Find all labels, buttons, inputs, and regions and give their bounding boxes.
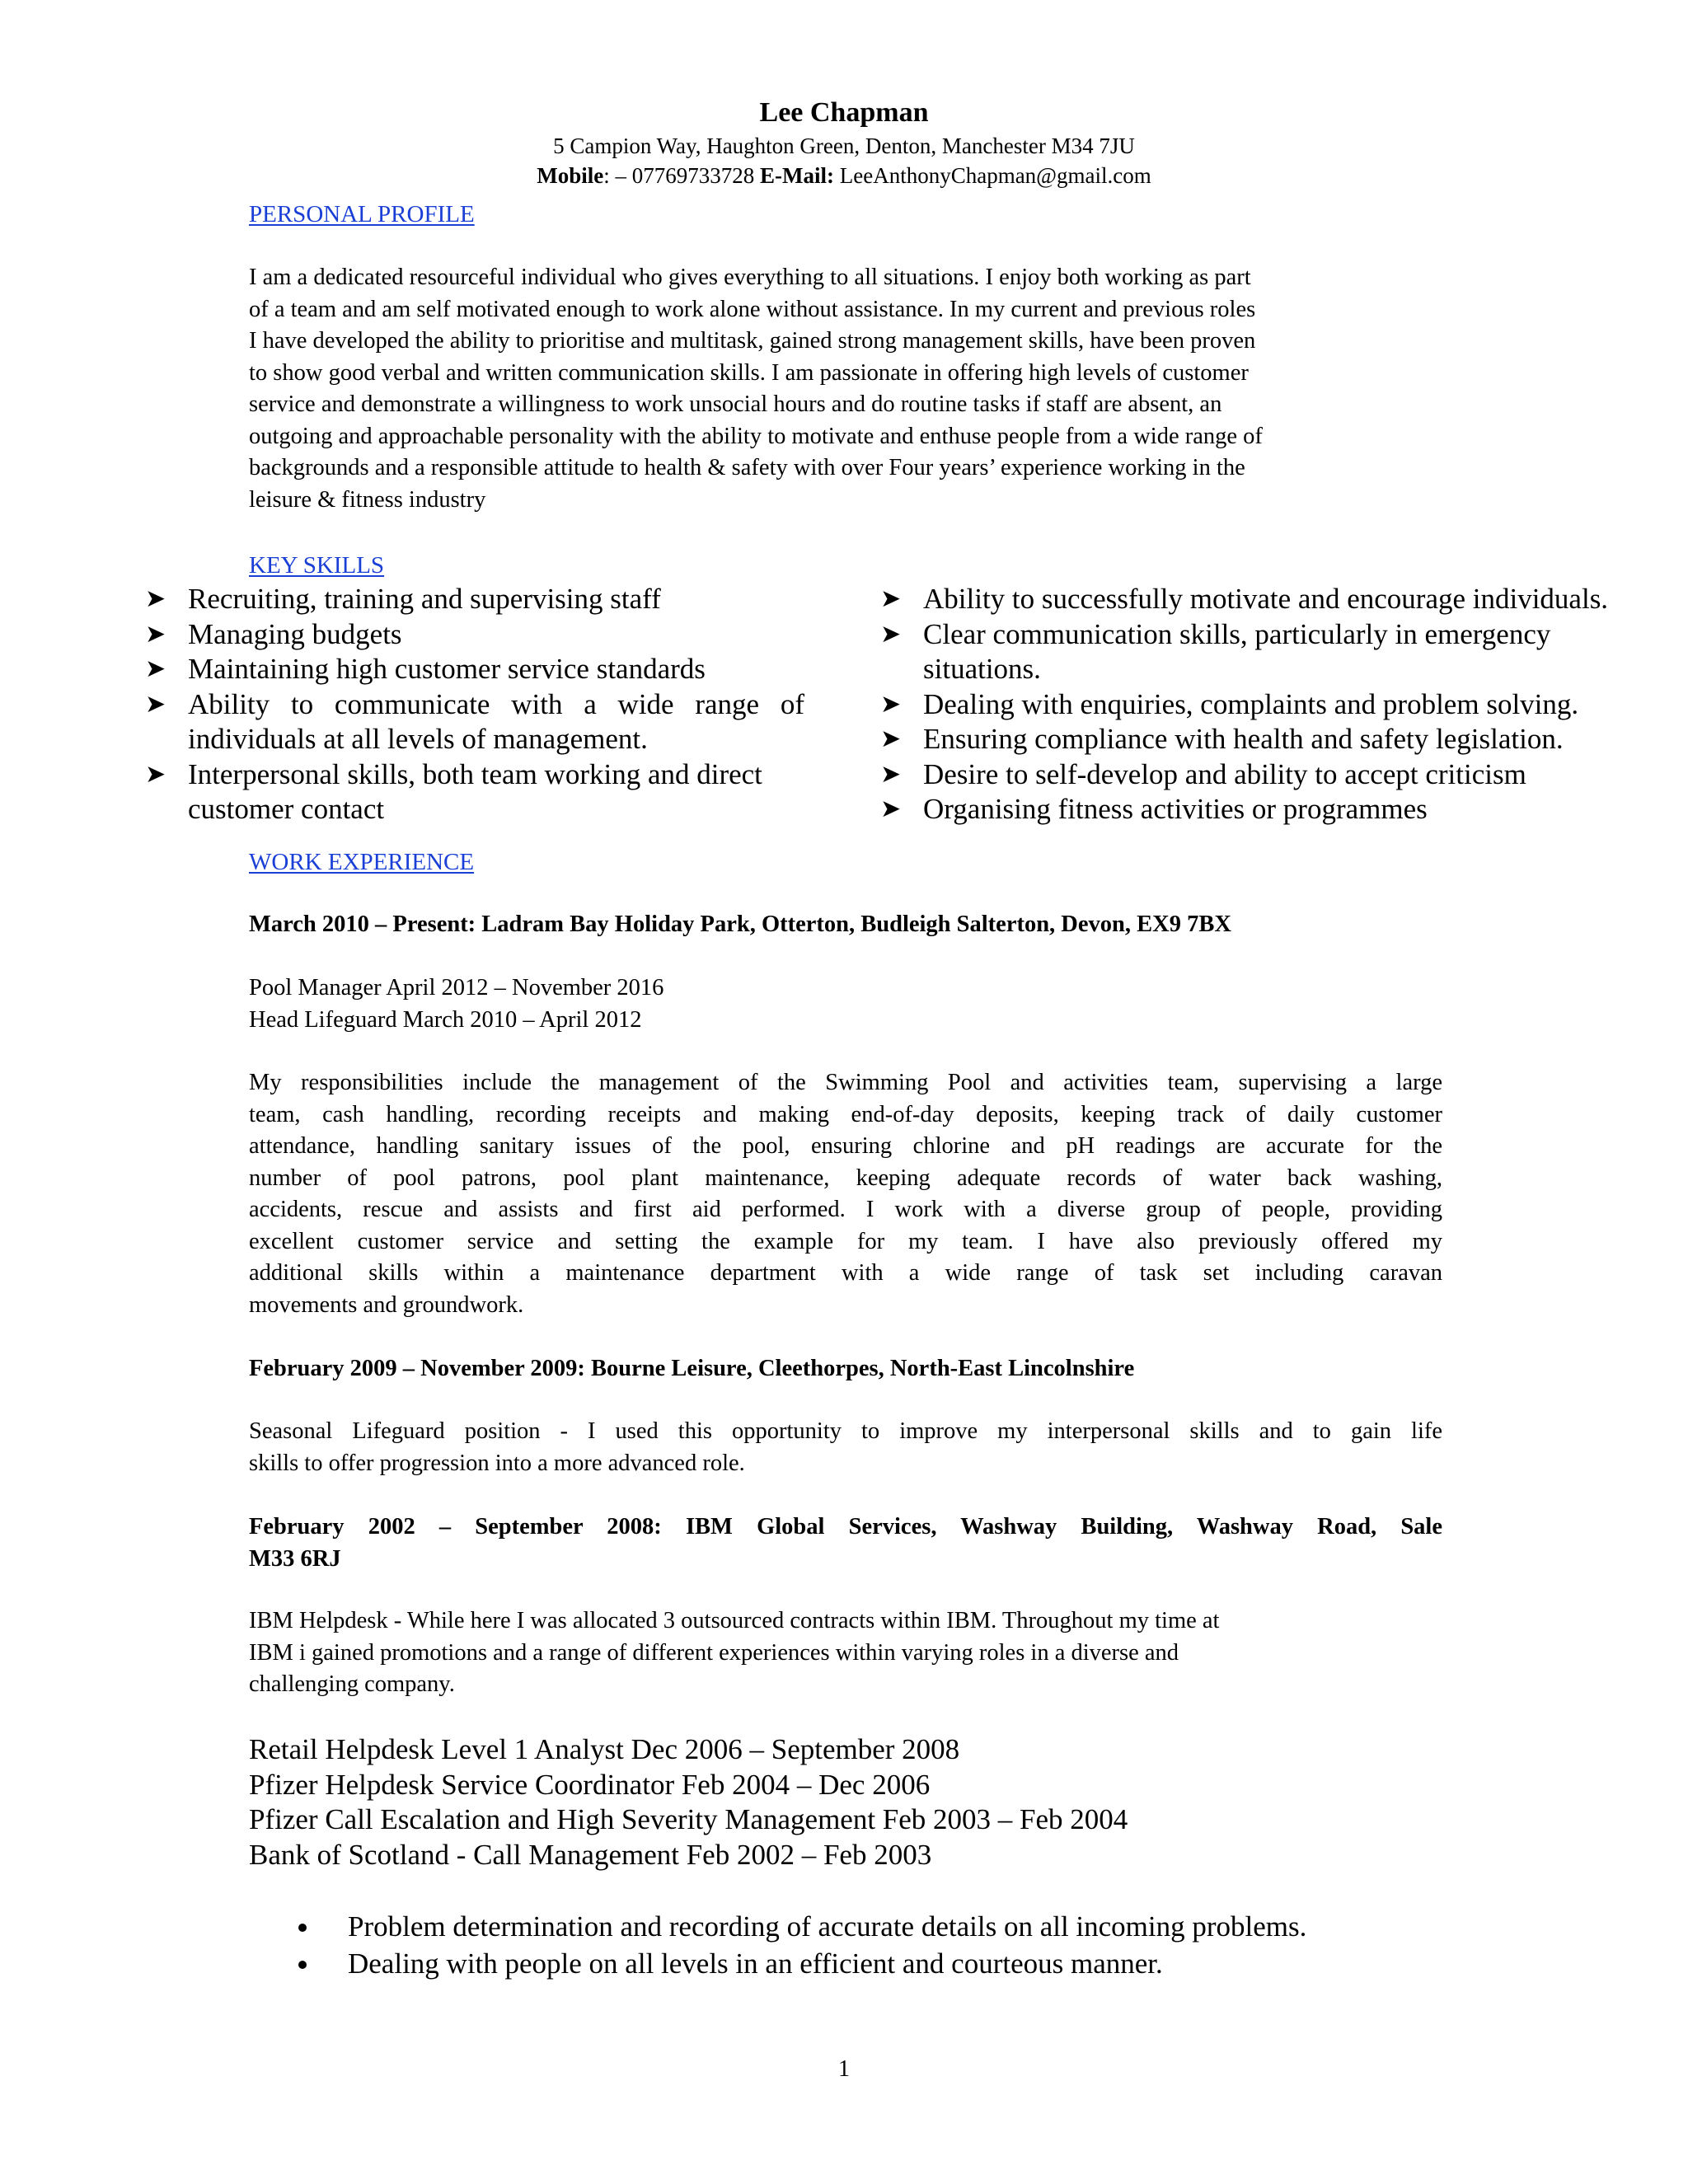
arrow-bullet-icon: ➤ — [880, 725, 902, 752]
job-role: Bank of Scotland - Call Management Feb 2002 – Feb 2003 — [249, 1838, 932, 1871]
candidate-name: Lee Chapman — [759, 97, 929, 128]
skill-item — [145, 687, 804, 757]
email-label: E-Mail: — [760, 163, 834, 188]
skill-text: Clear communication skills, particularly in emergency — [923, 617, 1551, 650]
desc-line: additional skills within a maintenance department with a wide range of task set including caravan — [249, 1260, 1442, 1286]
job-role: Pfizer Call Escalation and High Severity Management Feb 2003 – Feb 2004 — [249, 1803, 1128, 1835]
mobile-label: Mobile — [537, 163, 604, 188]
skill-item — [880, 792, 1672, 827]
skill-text: Organising fitness activities or programmes — [923, 793, 1428, 825]
job1-description — [249, 1067, 1442, 1321]
arrow-bullet-icon: ➤ — [145, 760, 166, 788]
desc-line: attendance, handling sanitary issues of the pool, ensuring chlorine and pH readings are accurate for the — [249, 1133, 1442, 1159]
bullet-text: Problem determination and recording of accurate details on all incoming problems. — [348, 1910, 1307, 1943]
mobile-value: : – 07769733728 — [603, 163, 760, 188]
job-title-line: M33 6RJ — [249, 1545, 341, 1572]
job-role: Pfizer Helpdesk Service Coordinator Feb 2004 – Dec 2006 — [249, 1768, 931, 1801]
desc-line: accidents, rescue and assists and first aid performed. I work with a diverse group of people, providing — [249, 1197, 1442, 1222]
desc-line: IBM Helpdesk - While here I was allocated 3 outsourced contracts within IBM. Throughout my time at — [249, 1608, 1220, 1633]
skill-text: Interpersonal skills, both team working and direct — [188, 757, 762, 790]
skill-text: situations. — [923, 653, 1041, 685]
job-title-line: February 2009 – November 2009: Bourne Leisure, Cleethorpes, North-East Lincolnshire — [249, 1356, 1135, 1381]
contact-line — [0, 163, 1688, 189]
skill-text: Desire to self-develop and ability to accept criticism — [923, 757, 1526, 790]
skill-text: customer contact — [188, 793, 385, 825]
job2-description — [249, 1416, 1442, 1479]
job-role: Head Lifeguard March 2010 – April 2012 — [249, 1006, 642, 1033]
desc-line: team, cash handling, recording receipts and making end-of-day deposits, keeping track of daily customer — [249, 1101, 1442, 1127]
profile-line: service and demonstrate a willingness to work unsocial hours and do routine tasks if staff are absent, an — [249, 391, 1222, 417]
candidate-address: 5 Campion Way, Haughton Green, Denton, Manchester M34 7JU — [553, 134, 1135, 158]
profile-line: leisure & fitness industry — [249, 486, 486, 513]
bullet-dot-icon — [298, 1961, 307, 1969]
page-number: 1 — [838, 2056, 850, 2082]
profile-paragraph — [249, 262, 1442, 516]
email-value: LeeAnthonyChapman@gmail.com — [833, 163, 1151, 188]
skill-item — [880, 617, 1672, 687]
arrow-bullet-icon: ➤ — [880, 620, 902, 648]
bullet-dot-icon — [298, 1924, 307, 1932]
job1-roles — [249, 972, 1442, 1036]
desc-line: skills to offer progression into a more advanced role. — [249, 1450, 745, 1476]
key-skills-heading[interactable]: KEY SKILLS — [249, 552, 385, 579]
skill-text: Recruiting, training and supervising staff — [188, 583, 661, 615]
skill-item — [145, 617, 804, 653]
profile-line: I have developed the ability to prioritise and multitask, gained strong management skills, have been proven — [249, 328, 1256, 354]
desc-line: number of pool patrons, pool plant maintenance, keeping adequate records of water back washing, — [249, 1165, 1442, 1191]
skill-text: Dealing with enquiries, complaints and problem solving. — [923, 687, 1579, 720]
arrow-bullet-icon: ➤ — [880, 795, 902, 823]
skill-item — [880, 687, 1672, 723]
skill-item — [880, 722, 1672, 757]
skill-text: Managing budgets — [188, 617, 402, 650]
skill-item — [145, 652, 804, 687]
skill-text: Ability to successfully motivate and encourage individuals. — [923, 583, 1609, 615]
desc-line: IBM i gained promotions and a range of different experiences within varying roles in a diverse and — [249, 1639, 1179, 1666]
arrow-bullet-icon: ➤ — [145, 690, 166, 718]
profile-line: of a team and am self motivated enough to work alone without assistance. In my current and previous roles — [249, 296, 1256, 322]
job3-bullet-list — [298, 1908, 1306, 1982]
skill-text: Ability to communicate with a wide range of — [188, 687, 804, 720]
profile-line: outgoing and approachable personality with the ability to motivate and enthuse people from a wide range of — [249, 423, 1263, 449]
job2-title — [249, 1353, 1442, 1385]
desc-line: movements and groundwork. — [249, 1291, 524, 1318]
profile-line: to show good verbal and written communication skills. I am passionate in offering high levels of customer — [249, 359, 1249, 386]
skills-right-column — [880, 582, 1672, 827]
bullet-text: Dealing with people on all levels in an efficient and courteous manner. — [348, 1947, 1163, 1980]
skill-item — [880, 582, 1672, 617]
list-item — [298, 1908, 1306, 1945]
job3-description — [249, 1605, 1442, 1701]
job-role: Pool Manager April 2012 – November 2016 — [249, 975, 664, 1001]
list-item — [298, 1945, 1306, 1982]
job-title-line: March 2010 – Present: Ladram Bay Holiday Park, Otterton, Budleigh Salterton, Devon, EX9 7BX — [249, 912, 1231, 937]
skills-left-column — [145, 582, 804, 827]
job-role: Retail Helpdesk Level 1 Analyst Dec 2006 – September 2008 — [249, 1733, 960, 1765]
job3-roles-list — [249, 1732, 1128, 1872]
skill-text: individuals at all levels of management. — [188, 723, 648, 755]
skill-item — [145, 582, 804, 617]
personal-profile-heading[interactable]: PERSONAL PROFILE — [249, 201, 475, 227]
job3-title — [249, 1511, 1442, 1575]
arrow-bullet-icon: ➤ — [145, 585, 166, 612]
job1-title — [249, 909, 1442, 941]
desc-line: Seasonal Lifeguard position - I used this opportunity to improve my interpersonal skills and to gain life — [249, 1418, 1442, 1444]
desc-line: challenging company. — [249, 1671, 455, 1697]
profile-line: I am a dedicated resourceful individual who gives everything to all situations. I enjoy both working as part — [249, 265, 1251, 290]
skill-item — [145, 757, 804, 827]
profile-line: backgrounds and a responsible attitude to health & safety with over Four years’ experience working in the — [249, 455, 1245, 480]
arrow-bullet-icon: ➤ — [145, 655, 166, 682]
skill-item — [880, 757, 1672, 793]
skill-text: Ensuring compliance with health and safety legislation. — [923, 723, 1564, 755]
skill-text: Maintaining high customer service standards — [188, 653, 706, 685]
work-experience-heading[interactable]: WORK EXPERIENCE — [249, 849, 475, 875]
desc-line: excellent customer service and setting the example for my team. I have also previously offered my — [249, 1228, 1442, 1254]
arrow-bullet-icon: ➤ — [880, 760, 902, 788]
arrow-bullet-icon: ➤ — [145, 620, 166, 648]
arrow-bullet-icon: ➤ — [880, 585, 902, 612]
desc-line: My responsibilities include the management of the Swimming Pool and activities team, supervising a large — [249, 1070, 1442, 1095]
arrow-bullet-icon: ➤ — [880, 690, 902, 718]
job-title-line: February 2002 – September 2008: IBM Global Services, Washway Building, Washway Road, Sale — [249, 1514, 1442, 1540]
